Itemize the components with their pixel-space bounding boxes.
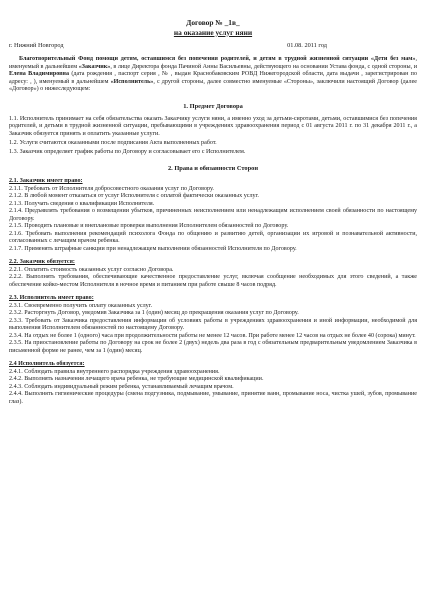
section-2-title: 2. Права и обязанности Сторон xyxy=(167,165,259,172)
contract-title xyxy=(9,18,417,37)
place-date-row xyxy=(9,42,417,50)
date-text: 01.08. 2011 год xyxy=(287,42,327,49)
subsection-2-4-heading: 2.4 Исполнитель обязуется: xyxy=(9,361,85,367)
clause-2-1-7: 2.1.7. Применять штрафные санкции при ненадлежащем выполнении обязанностей Исполнителя по Договору. xyxy=(9,245,297,252)
clause-2-3-1: 2.3.1. Своевременно получить оплату оказанных услуг. xyxy=(9,302,152,309)
clause-2-4-4: 2.4.4. Выполнять гигиенические процедуры (смена подгузника, подмывание, умывание, принятие ванн, промывание носа, чистка ушей, зубов, промывание глаз). xyxy=(9,391,417,405)
city-text: г. Нижний Новгород xyxy=(9,42,64,49)
title-line-2: на оказание услуг няни xyxy=(173,27,253,37)
intro-part-1: , именуемый в дальнейшем xyxy=(9,56,417,70)
clause-2-1-5: 2.1.5. Проводить плановые и внеплановые проверки выполнения Исполнителем обязанностей по Договору. xyxy=(9,223,289,229)
clause-2-3-2: 2.3.2. Расторгнуть Договор, уведомив Заказчика за 1 (один) месяц до прекращения оказания услуг по Договору. xyxy=(9,310,299,316)
executor-label: «Исполнитель» xyxy=(110,78,154,85)
subsection-2-2-heading: 2.2. Заказчик обязуется: xyxy=(9,259,75,265)
clause-1-1: 1.1. Исполнитель принимает на себя обязательства оказать Заказчику услуги няни, а именно уход за детьми-сиротами, детьми, оставшимися без попечения родителей, и детьми в трудной жизненной ситуации, пребывающими в учреждениях здравоохранения период с 01 августа 2011 г. по 31 декабря 2011 г., а Заказчик обязуется принять и оплатить указанные услуги. xyxy=(9,115,417,137)
intro-paragraph xyxy=(9,56,417,94)
intro-part-2: , в лице Директора фонда Пачиной Анны Васильевны, действующего на основании Устава фонда, с одной стороны, и xyxy=(110,63,417,70)
clause-2-3-4: 2.3.4. На отдых не более 1 (одного) часа при продолжительности работы не менее 12 часов. При работе менее 12 часов на отдых не более 40 (сорока) минут. xyxy=(9,332,416,339)
customer-label: «Заказчик» xyxy=(78,63,111,70)
clause-2-2-1: 2.2.1. Оплатить стоимость оказанных услуг согласно Договора. xyxy=(9,266,174,273)
clause-2-4-1: 2.4.1. Соблюдать правила внутреннего распорядка учреждения здравоохранения. xyxy=(9,368,220,375)
clause-2-1-6: 2.1.6. Требовать выполнения рекомендаций психолога Фонда по общению и развитию детей, организации их игровой и познавательной активности, согласованных с лечащим врачом ребенка. xyxy=(9,230,417,244)
clause-2-1-1: 2.1.1. Требовать от Исполнителя добросовестного оказания услуг по Договору. xyxy=(9,185,214,192)
clause-2-1-3: 2.1.3. Получать сведения о квалификации Исполнителя. xyxy=(9,200,155,207)
clause-1-3: 1.3. Заказчик определяет график работы по Договору и согласовывает его с Исполнителем. xyxy=(9,148,246,155)
title-line-1: Договор № _1в_ xyxy=(186,18,240,27)
intro-part-3: (дата рождения , паспорт серия , № , выдан Краснобаковским РОВД Нижегородской области, дата выдачи , зарегистрирован по адресу: , ), именуемый в дальнейшем xyxy=(9,71,417,85)
subsection-2-3-heading: 2.3. Исполнитель имеет право: xyxy=(9,295,94,301)
clause-2-1-2: 2.1.2. В любой момент отказаться от услуг Исполнителя с оплатой фактически оказанных услуг. xyxy=(9,193,259,199)
clause-2-3-3: 2.3.3. Требовать от Заказчика предоставления информации об условиях работы в учреждениях здравоохранения и иной информации, необходимой для выполнения Исполнителем обязанностей по настоящему Договору. xyxy=(9,317,417,331)
clause-2-2-2: 2.2.2. Выполнять требования, обеспечивающие качественное предоставление услуг, включая сообщение необходимых для этого сведений, а также обеспечение койко-местом Исполнителя в ночное время и питанием при работе свыше 8 часов подряд. xyxy=(9,274,417,288)
clause-2-1-4: 2.1.4. Предъявлять требования о возмещении убытков, причиненных неисполнением или ненадлежащим исполнением своей обязанности по настоящему Договору. xyxy=(9,208,417,222)
clause-2-3-5: 2.3.5. На приостановление работы по Договору на срок не более 2 (двух) недель два раза в год с обязательным предварительным уведомлением Заказчика в письменной форме не ранее, чем за 1 (один) месяц. xyxy=(9,340,417,354)
section-1-title: 1. Предмет Договора xyxy=(183,102,243,110)
org-name: Благотворительный Фонд помощи детям, оставшимся без попечения родителей, и детям в трудной жизненной ситуации «Дети без мам» xyxy=(19,56,416,62)
clause-2-4-2: 2.4.2. Выполнять назначения лечащего врача ребенка, не требующие медицинской квалификации. xyxy=(9,376,264,382)
executor-name: Елена Владимировна xyxy=(9,71,69,77)
intro-part-4: , с другой стороны, далее совместно именуемые «Стороны», заключили настоящий Договор (далее «Договор») о нижеследующем: xyxy=(9,78,417,92)
clause-1-2: 1.2. Услуги считаются оказанными после подписания Акта выполненных работ. xyxy=(9,139,217,146)
clause-2-4-3: 2.4.3. Соблюдать индивидуальный режим ребенка, устанавливаемый лечащим врачом. xyxy=(9,383,234,390)
subsection-2-1-heading: 2.1. Заказчик имеет право: xyxy=(9,178,83,184)
